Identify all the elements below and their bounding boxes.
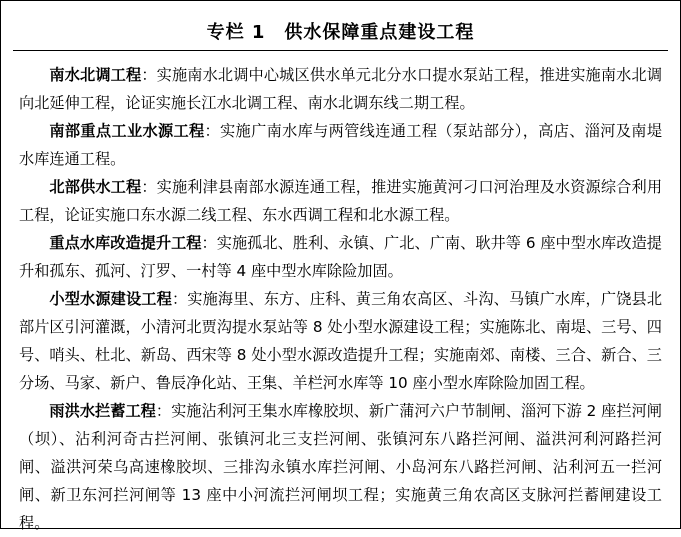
paragraph [19,117,662,173]
paragraph [19,61,662,117]
paragraph-lead: 重点水库改造提升工程 [49,234,202,252]
paragraph [19,397,662,537]
paragraph-text: ：实施广南水库与两管线连通工程（泵站部分），高店、淄河及南堤水库连通工程。 [19,122,663,168]
paragraph [19,285,662,397]
paragraph-text: ：实施海里、东方、庄科、黄三角农高区、斗沟、马镇广水库，广饶县北部片区引河灌溉，小清河北贾沟提水泵站等 8 处小型水源建设工程；实施陈北、南堤、三号、四号、哨头、杜北、新岛、西宋等 8 处小型水源改造提升工程；实施南郊、南楼、三合、新合、三分场、马家、新户、鲁辰净化站、王集、羊栏河水库等 10 座小型水库除险加固工程。 [19,290,663,392]
paragraph-lead: 南部重点工业水源工程 [49,122,205,140]
paragraph-text: ：实施沾利河王集水库橡胶坝、新广蒲河六户节制闸、淄河下游 2 座拦河闸（坝）、沾利河奇古拦河闸、张镇河北三支拦河闸、张镇河东八路拦河闸、溢洪河利河路拦河闸、溢洪河荣乌高速橡胶坝、三排沟永镇水库拦河闸、小岛河东八路拦河闸、沾利河五一拦河闸、新卫东河拦河闸等 13 座中小河流拦河闸坝工程；实施黄三角农高区支脉河拦蓄闸建设工程。 [19,402,662,532]
paragraph-lead: 北部供水工程 [49,178,142,196]
page-title: 专栏 1 供水保障重点建设工程 [206,22,475,43]
paragraph [19,173,662,229]
paragraph-text: ：实施南水北调中心城区供水单元北分水口提水泵站工程，推进实施南水北调向北延伸工程，论证实施长江水北调工程、南水北调东线二期工程。 [19,66,663,112]
paragraph-text: ：实施利津县南部水源连通工程，推进实施黄河刁口河治理及水资源综合利用工程，论证实施口东水源二线工程、东水西调工程和北水源工程。 [19,178,663,224]
paragraph-lead: 雨洪水拦蓄工程 [49,402,156,420]
paragraph-lead: 小型水源建设工程 [49,290,172,308]
paragraph [19,229,662,285]
paragraph-text: ：实施孤北、胜利、永镇、广北、广南、耿井等 6 座中型水库改造提升和孤东、孤河、汀罗、一村等 4 座中型水库除险加固。 [19,234,662,280]
document-body [1,51,680,537]
paragraph-lead: 南水北调工程 [49,66,142,84]
